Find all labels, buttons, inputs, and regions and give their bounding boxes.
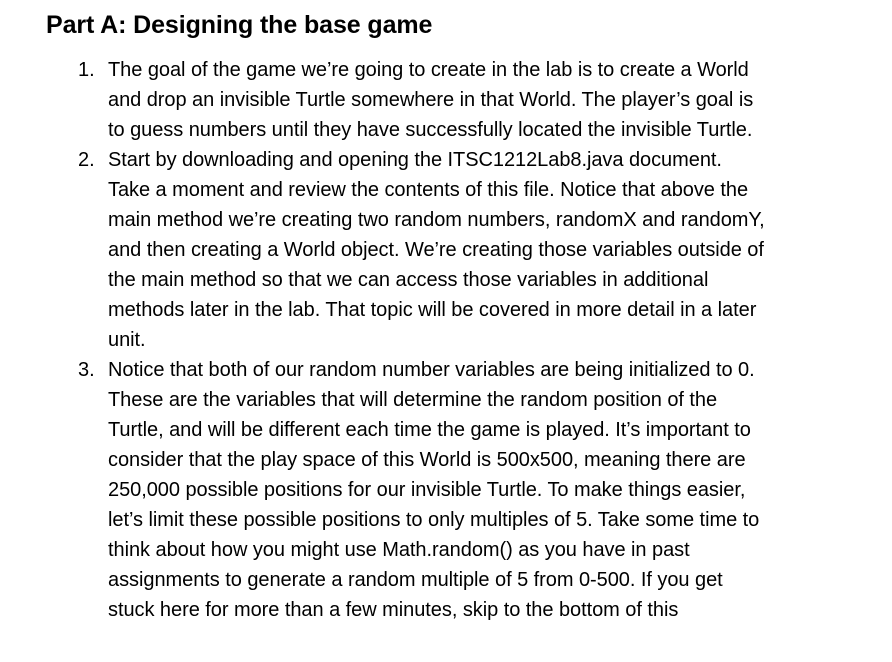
step-item-2 <box>0 145 892 355</box>
step-line: The goal of the game we’re going to create in the lab is to create a World <box>108 59 749 81</box>
step-text <box>108 55 878 145</box>
step-line: Take a moment and review the contents of this file. Notice that above the <box>108 179 749 201</box>
step-text <box>108 355 878 625</box>
step-line: think about how you might use Math.random() as you have in past <box>108 539 690 561</box>
step-line: Turtle, and will be different each time the game is played. It’s important to <box>108 419 751 441</box>
step-line: methods later in the lab. That topic will be covered in more detail in a later <box>108 299 757 321</box>
step-line: consider that the play space of this World is 500x500, meaning there are <box>108 449 746 471</box>
step-line: 250,000 possible positions for our invisible Turtle. To make things easier, <box>108 479 746 501</box>
step-line: to guess numbers until they have successfully located the invisible Turtle. <box>108 119 753 141</box>
step-line: stuck here for more than a few minutes, skip to the bottom of this <box>108 599 679 621</box>
step-line: and drop an invisible Turtle somewhere in that World. The player’s goal is <box>108 89 754 111</box>
step-item-1 <box>0 55 892 145</box>
step-line: the main method so that we can access those variables in additional <box>108 269 709 291</box>
step-line: unit. <box>108 329 146 351</box>
step-line: Notice that both of our random number variables are being initialized to 0. <box>108 359 755 381</box>
step-line: and then creating a World object. We’re creating those variables outside of <box>108 239 764 261</box>
step-item-3 <box>0 355 892 625</box>
step-line: assignments to generate a random multiple of 5 from 0-500. If you get <box>108 569 723 591</box>
step-number: 2. <box>78 149 95 171</box>
step-line: main method we’re creating two random numbers, randomX and randomY, <box>108 209 765 231</box>
step-text <box>108 145 878 355</box>
step-line: These are the variables that will determine the random position of the <box>108 389 718 411</box>
step-line: let’s limit these possible positions to only multiples of 5. Take some time to <box>108 509 760 531</box>
step-number: 1. <box>78 59 95 81</box>
step-number: 3. <box>78 359 95 381</box>
step-line: Start by downloading and opening the ITSC1212Lab8.java document. <box>108 149 722 171</box>
section-title: Part A: Designing the base game <box>46 11 433 39</box>
steps-list <box>0 55 892 625</box>
